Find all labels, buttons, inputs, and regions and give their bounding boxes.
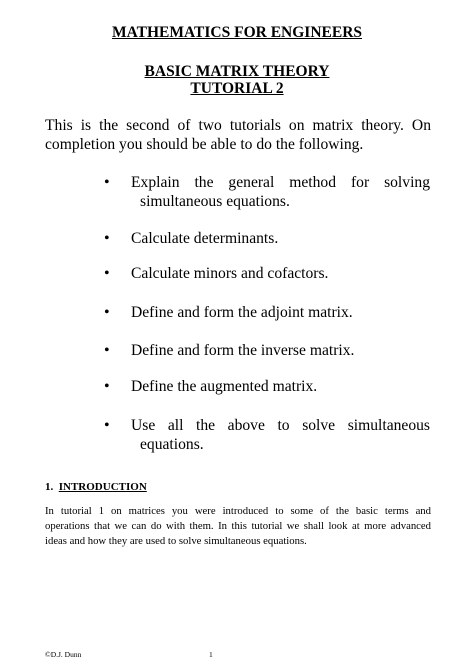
paragraph-line: operations that we can do with them. In this tutorial we shall look at more advanced <box>45 520 431 532</box>
section-heading <box>45 481 147 494</box>
objective-line: equations. <box>140 436 204 453</box>
bullet-icon: • <box>104 378 110 395</box>
paragraph-line: In tutorial 1 on matrices you were introduced to some of the basic terms and <box>45 505 431 517</box>
bullet-icon: • <box>104 265 110 282</box>
objective-line: Calculate minors and cofactors. <box>131 265 329 282</box>
intro-paragraph <box>45 116 431 154</box>
bullet-icon: • <box>104 304 110 321</box>
objective-item <box>131 416 430 454</box>
intro-line: completion you should be able to do the following. <box>45 136 364 153</box>
objective-line: Use all the above to solve simultaneous <box>131 417 430 434</box>
bullet-icon: • <box>104 174 110 191</box>
objective-line: Calculate determinants. <box>131 230 279 247</box>
objective-item <box>131 229 430 248</box>
objective-line: Define and form the adjoint matrix. <box>131 304 353 321</box>
section-title: INTRODUCTION <box>58 481 147 493</box>
objective-line: simultaneous equations. <box>140 193 290 210</box>
objective-item <box>131 341 430 360</box>
objective-item <box>131 377 430 396</box>
section-number: 1. <box>45 481 54 493</box>
footer-author: ©D.J. Dunn <box>45 650 82 659</box>
paragraph-line: ideas and how they are used to solve simultaneous equations. <box>45 535 307 547</box>
objective-item <box>131 173 430 211</box>
bullet-icon: • <box>104 230 110 247</box>
introduction-paragraph <box>45 504 431 549</box>
objective-line: Define and form the inverse matrix. <box>131 342 355 359</box>
document-subtitle: BASIC MATRIX THEORY <box>144 63 330 80</box>
page-number: 1 <box>209 650 213 659</box>
objective-item <box>131 303 430 322</box>
document-title: MATHEMATICS FOR ENGINEERS <box>111 24 363 41</box>
objective-line: Explain the general method for solving <box>131 174 430 191</box>
objective-line: Define the augmented matrix. <box>131 378 318 395</box>
tutorial-label: TUTORIAL 2 <box>190 80 284 97</box>
objective-item <box>131 264 430 283</box>
bullet-icon: • <box>104 417 110 434</box>
intro-line: This is the second of two tutorials on matrix theory. On <box>45 117 431 134</box>
bullet-icon: • <box>104 342 110 359</box>
